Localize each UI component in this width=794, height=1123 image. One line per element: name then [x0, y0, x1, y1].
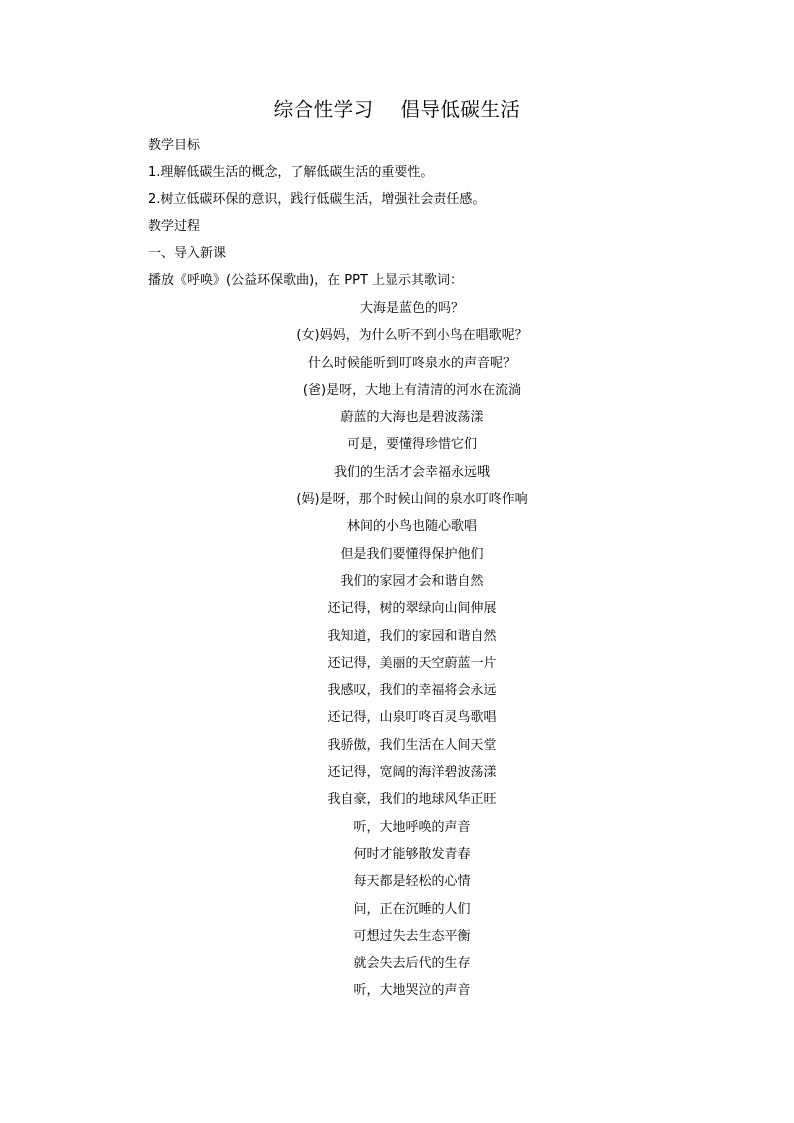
- lyric-line: 我自豪，我们的地球风华正旺: [327, 792, 497, 808]
- document-title: 综合性学习 倡导低碳生活: [273, 98, 521, 121]
- lyric-line: 但是我们要懂得保护他们: [340, 546, 484, 562]
- lyric-line: 还记得，树的翠绿向山间伸展: [327, 601, 497, 617]
- objective-item-2: 2.树立低碳环保的意识，践行低碳生活，增强社会责任感。: [148, 192, 486, 207]
- lyric-line: 我们的家园才会和谐自然: [340, 573, 484, 589]
- lyric-line: 我们的生活才会幸福永远哦: [333, 464, 490, 480]
- lyric-line: 蔚蓝的大海也是碧波荡漾: [340, 410, 484, 426]
- lyric-line: 什么时候能听到叮咚泉水的声音呢？: [307, 355, 516, 371]
- lyric-line: (妈)是呀，那个时候山间的泉水叮咚作响: [296, 492, 528, 508]
- lyric-line: 我知道，我们的家园和谐自然: [327, 628, 497, 644]
- lyric-line: 问，正在沉睡的人们: [353, 901, 471, 917]
- objective-item-1: 1.理解低碳生活的概念，了解低碳生活的重要性。: [148, 165, 434, 180]
- section-heading-objectives: 教学目标: [148, 138, 201, 153]
- lyric-line: 听，大地呼唤的声音: [353, 819, 471, 835]
- song-lyrics: [148, 299, 676, 1009]
- lyric-line: 还记得，美丽的天空蔚蓝一片: [327, 655, 497, 671]
- lyric-line: 就会失去后代的生存: [353, 956, 471, 972]
- lyric-line: 可想过失去生态平衡: [353, 928, 471, 944]
- subsection-heading-intro: 一、导入新课: [148, 246, 227, 261]
- lyric-line: 林间的小鸟也随心歌唱: [346, 519, 477, 535]
- lyric-line: 我感叹，我们的幸福将会永远: [327, 683, 497, 699]
- lyric-line: (爸)是呀，大地上有清清的河水在流淌: [302, 382, 522, 398]
- lyric-line: 大海是蓝色的吗？: [359, 301, 464, 316]
- section-heading-process: 教学过程: [148, 219, 201, 234]
- intro-paragraph: 播放《呼唤》(公益环保歌曲)，在 PPT 上显示其歌词：: [148, 273, 464, 288]
- lyric-line: 可是，要懂得珍惜它们: [346, 437, 477, 453]
- lyric-line: 还记得，宽阔的海洋碧波荡漾: [327, 765, 497, 781]
- lyric-line: 还记得，山泉叮咚百灵鸟歌唱: [327, 710, 497, 726]
- lyric-line: 我骄傲，我们生活在人间天堂: [327, 737, 497, 753]
- lyric-line: (女)妈妈，为什么听不到小鸟在唱歌呢？: [296, 328, 528, 344]
- lyric-line: 何时才能够散发青春: [353, 846, 471, 862]
- lyric-line: 每天都是轻松的心情: [353, 874, 471, 890]
- lyric-line: 听，大地哭泣的声音: [353, 983, 471, 999]
